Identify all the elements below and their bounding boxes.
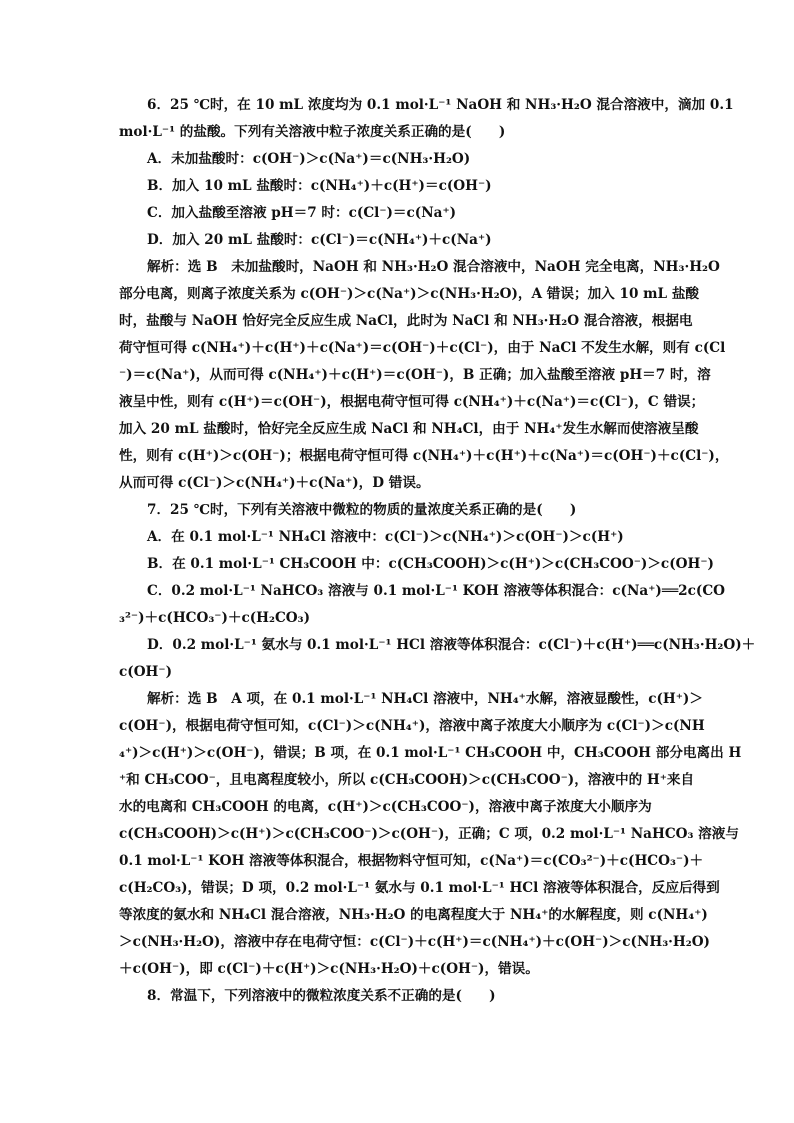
- question-line: 8．常温下，下列溶液中的微粒浓度关系不正确的是( ): [147, 988, 496, 1004]
- question-line: 6．25 ℃时，在 10 mL 浓度均为 0.1 mol·L⁻¹ NaOH 和 NH₃·H₂O 混合溶液中，滴加 0.1: [147, 97, 734, 113]
- continuation-line: c(CH₃COOH)＞c(H⁺)＞c(CH₃COO⁻)＞c(OH⁻)，正确；C 项，0.2 mol·L⁻¹ NaHCO₃ 溶液与: [119, 826, 739, 842]
- continuation-line: 等浓度的氨水和 NH₄Cl 混合溶液，NH₃·H₂O 的电离程度大于 NH₄⁺的水解程度，则 c(NH₄⁺): [119, 907, 708, 923]
- continuation-line: c(H₂CO₃)，错误；D 项，0.2 mol·L⁻¹ 氨水与 0.1 mol·L⁻¹ HCl 溶液等体积混合，反应后得到: [119, 880, 720, 896]
- continuation-line: 从而可得 c(Cl⁻)＞c(NH₄⁺)＋c(Na⁺)，D 错误。: [119, 475, 430, 491]
- continuation-line: c(OH⁻): [119, 664, 173, 680]
- explanation-line: 解析：选 B 未加盐酸时，NaOH 和 NH₃·H₂O 混合溶液中，NaOH 完全电离，NH₃·H₂O: [147, 259, 720, 275]
- continuation-line: 水的电离和 CH₃COOH 的电离，c(H⁺)＞c(CH₃COO⁻)，溶液中离子浓度大小顺序为: [119, 799, 652, 815]
- continuation-line: ₄⁺)＞c(H⁺)＞c(OH⁻)，错误；B 项，在 0.1 mol·L⁻¹ CH₃COOH 中，CH₃COOH 部分电离出 H: [119, 745, 742, 761]
- continuation-line: 0.1 mol·L⁻¹ KOH 溶液等体积混合，根据物料守恒可知，c(Na⁺)＝c(CO₃²⁻)＋c(HCO₃⁻)＋: [119, 853, 704, 869]
- continuation-line: mol·L⁻¹ 的盐酸。下列有关溶液中粒子浓度关系正确的是( ): [119, 124, 506, 140]
- continuation-line: 加入 20 mL 盐酸时，恰好完全反应生成 NaCl 和 NH₄Cl，由于 NH₄⁺发生水解而使溶液呈酸: [119, 421, 699, 437]
- option-line: B．加入 10 mL 盐酸时：c(NH₄⁺)＋c(H⁺)＝c(OH⁻): [147, 178, 492, 194]
- option-line: B．在 0.1 mol·L⁻¹ CH₃COOH 中：c(CH₃COOH)＞c(H⁺)＞c(CH₃COO⁻)＞c(OH⁻): [147, 556, 714, 572]
- option-line: A．在 0.1 mol·L⁻¹ NH₄Cl 溶液中：c(Cl⁻)＞c(NH₄⁺)＞c(OH⁻)＞c(H⁺): [147, 529, 624, 545]
- continuation-line: ＞c(NH₃·H₂O)，溶液中存在电荷守恒：c(Cl⁻)＋c(H⁺)＝c(NH₄⁺)＋c(OH⁻)＞c(NH₃·H₂O): [119, 934, 710, 950]
- continuation-line: ₃²⁻)＋c(HCO₃⁻)＋c(H₂CO₃): [119, 610, 311, 626]
- continuation-line: 性，则有 c(H⁺)＞c(OH⁻)；根据电荷守恒可得 c(NH₄⁺)＋c(H⁺)＋c(Na⁺)＝c(OH⁻)＋c(Cl⁻)，: [119, 448, 729, 464]
- continuation-line: ＋c(OH⁻)，即 c(Cl⁻)＋c(H⁺)＞c(NH₃·H₂O)＋c(OH⁻)，错误。: [119, 961, 539, 977]
- continuation-line: ⁺和 CH₃COO⁻，且电离程度较小，所以 c(CH₃COOH)＞c(CH₃COO⁻)，溶液中的 H⁺来自: [119, 772, 695, 788]
- option-line: C．0.2 mol·L⁻¹ NaHCO₃ 溶液与 0.1 mol·L⁻¹ KOH 溶液等体积混合：c(Na⁺)══2c(CO: [147, 583, 726, 599]
- continuation-line: 部分电离，则离子浓度关系为 c(OH⁻)＞c(Na⁺)＞c(NH₃·H₂O)，A 错误；加入 10 mL 盐酸: [119, 286, 700, 302]
- continuation-line: c(OH⁻)，根据电荷守恒可知，c(Cl⁻)＞c(NH₄⁺)，溶液中离子浓度大小顺序为 c(Cl⁻)＞c(NH: [119, 718, 705, 734]
- continuation-line: 时，盐酸与 NaOH 恰好完全反应生成 NaCl，此时为 NaCl 和 NH₃·H₂O 混合溶液，根据电: [119, 313, 693, 329]
- option-line: A．未加盐酸时：c(OH⁻)＞c(Na⁺)＝c(NH₃·H₂O): [147, 151, 471, 167]
- continuation-line: 荷守恒可得 c(NH₄⁺)＋c(H⁺)＋c(Na⁺)＝c(OH⁻)＋c(Cl⁻)，由于 NaCl 不发生水解，则有 c(Cl: [119, 340, 726, 356]
- option-line: D．加入 20 mL 盐酸时：c(Cl⁻)＝c(NH₄⁺)＋c(Na⁺): [147, 232, 492, 248]
- option-line: C．加入盐酸至溶液 pH＝7 时：c(Cl⁻)＝c(Na⁺): [147, 205, 457, 221]
- continuation-line: ⁻)＝c(Na⁺)，从而可得 c(NH₄⁺)＋c(H⁺)＝c(OH⁻)，B 正确；加入盐酸至溶液 pH＝7 时，溶: [119, 367, 711, 383]
- option-line: D．0.2 mol·L⁻¹ 氨水与 0.1 mol·L⁻¹ HCl 溶液等体积混合：c(Cl⁻)＋c(H⁺)══c(NH₃·H₂O)＋: [147, 637, 756, 653]
- continuation-line: 液呈中性，则有 c(H⁺)＝c(OH⁻)，根据电荷守恒可得 c(NH₄⁺)＋c(Na⁺)＝c(Cl⁻)，C 错误；: [119, 394, 705, 410]
- explanation-line: 解析：选 B A 项，在 0.1 mol·L⁻¹ NH₄Cl 溶液中，NH₄⁺水解，溶液显酸性，c(H⁺)＞: [147, 691, 703, 707]
- question-line: 7．25 ℃时，下列有关溶液中微粒的物质的量浓度关系正确的是( ): [147, 502, 577, 518]
